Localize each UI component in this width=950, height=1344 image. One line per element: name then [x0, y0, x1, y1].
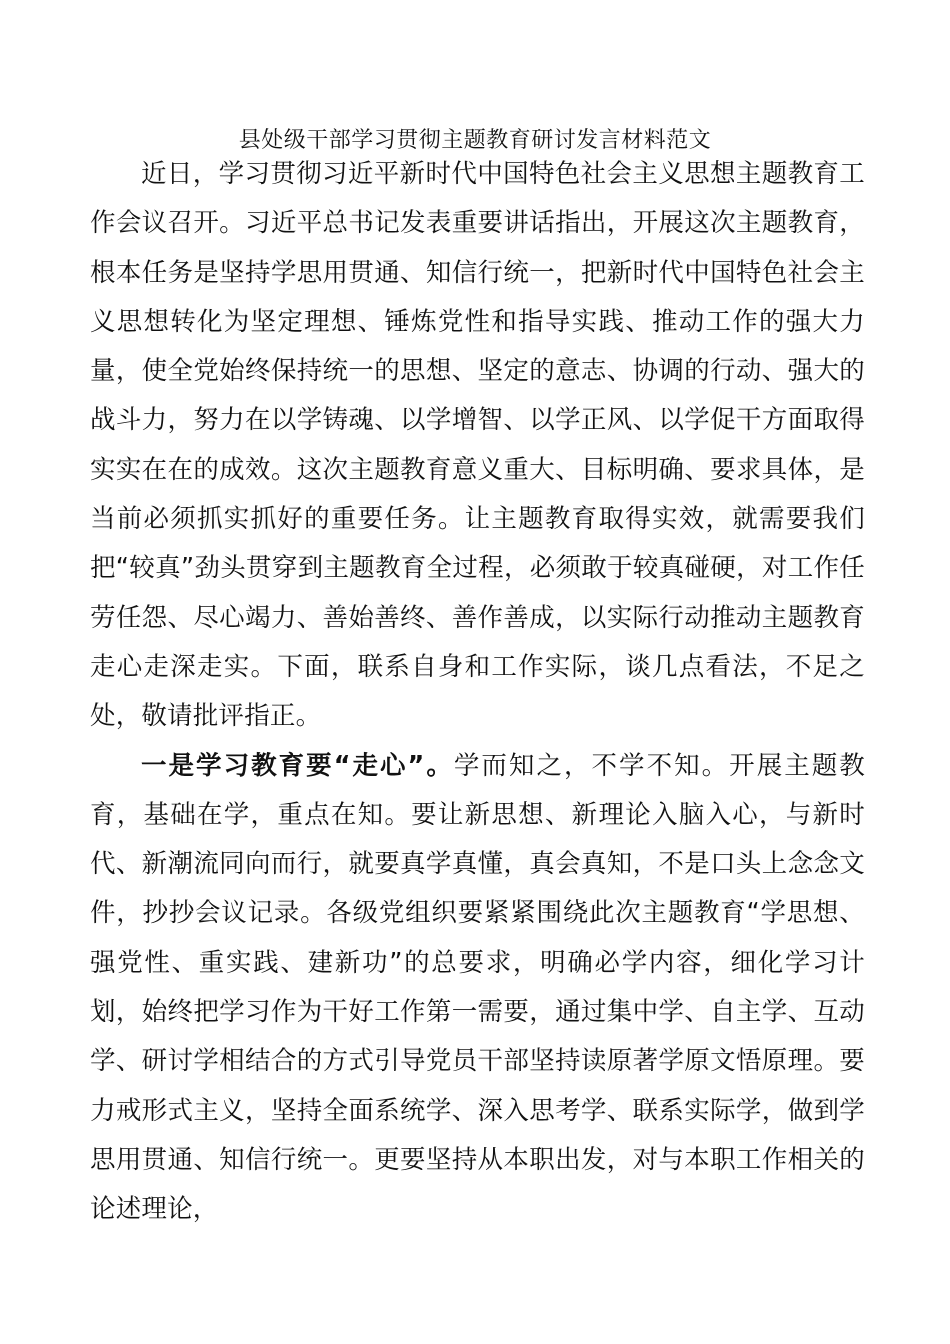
paragraph-lead: 一是学习教育要“走心”。 [141, 750, 454, 781]
paragraph-point-one [90, 742, 865, 1235]
paragraph-text: 学而知之，不学不知。开展主题教育，基础在学，重点在知。要让新思想、新理论入脑入心，与新时代、新潮流同向而行，就要真学真懂，真会真知，不是口头上念念文件，抄抄会议记录。各级党组织要紧紧围绕此次主题教育“学思想、强党性、重实践、建新功”的总要求，明确必学内容，细化学习计划，始终把学习作为干好工作第一需要，通过集中学、自主学、互动学、研讨学相结合的方式引导党员干部坚持读原著学原文悟原理。要力戒形式主义，坚持全面系统学、深入思考学、联系实际学，做到学思用贯通、知信行统一。更要坚持从本职出发，对与本职工作相关的论述理论， [90, 750, 865, 1225]
document-title: 县处级干部学习贯彻主题教育研讨发言材料范文 [238, 128, 712, 153]
document-body [90, 150, 865, 1235]
paragraph-text: 近日，学习贯彻习近平新时代中国特色社会主义思想主题教育工作会议召开。习近平总书记发表重要讲话指出，开展这次主题教育，根本任务是坚持学思用贯通、知信行统一，把新时代中国特色社会主义思想转化为坚定理想、锤炼党性和指导实践、推动工作的强大力量，使全党始终保持统一的思想、坚定的意志、协调的行动、强大的战斗力，努力在以学铸魂、以学增智、以学正风、以学促干方面取得实实在在的成效。这次主题教育意义重大、目标明确、要求具体，是当前必须抓实抓好的重要任务。让主题教育取得实效，就需要我们把“较真”劲头贯穿到主题教育全过程，必须敢于较真碰硬，对工作任劳任怨、尽心竭力、善始善终、善作善成，以实际行动推动主题教育走心走深走实。下面，联系自身和工作实际，谈几点看法，不足之处，敬请批评指正。 [90, 159, 865, 732]
paragraph-intro [90, 150, 865, 742]
